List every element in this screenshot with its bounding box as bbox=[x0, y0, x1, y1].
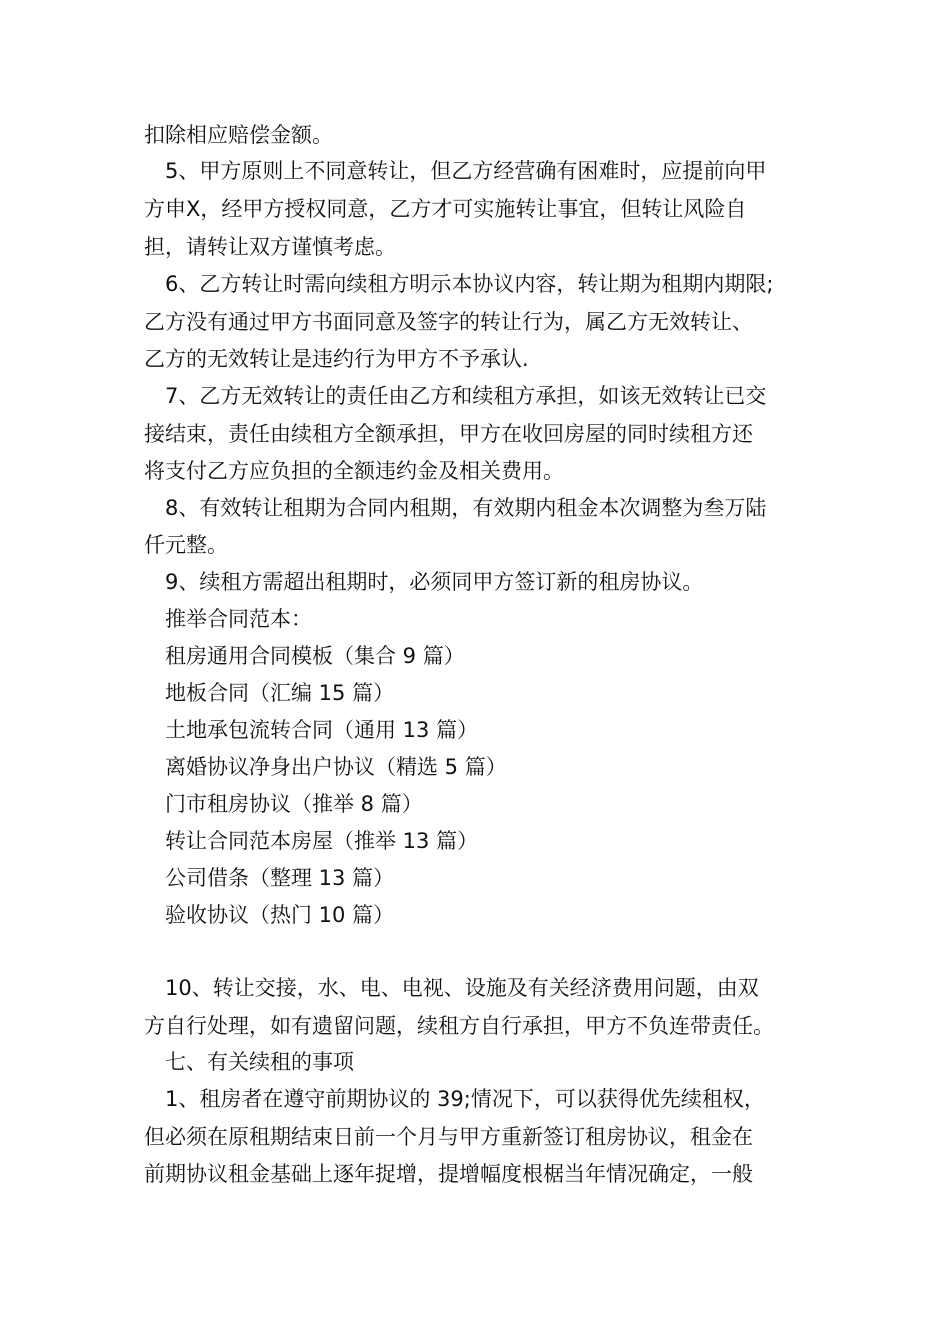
recommend-link[interactable]: 土地承包流转合同（通用 13 篇） bbox=[165, 718, 479, 742]
recommend-link[interactable]: 转让合同范本房屋（推举 13 篇） bbox=[165, 829, 479, 853]
paragraph-line: 扣除相应赔偿金额。 bbox=[144, 123, 333, 147]
recommend-link[interactable]: 租房通用合同模板（集合 9 篇） bbox=[165, 644, 465, 668]
paragraph-line: 将支付乙方应负担的全额违约金及相关费用。 bbox=[144, 459, 564, 483]
paragraph-line: 6、乙方转让时需向续租方明示本协议内容，转让期为租期内期限; bbox=[165, 272, 774, 296]
paragraph-line: 10、转让交接，水、电、电视、设施及有关经济费用问题，由双 bbox=[165, 976, 759, 1000]
recommend-link[interactable]: 离婚协议净身出户协议（精选 5 篇） bbox=[165, 755, 507, 779]
paragraph-line: 方自行处理，如有遗留问题，续租方自行承担，甲方不负连带责任。 bbox=[144, 1014, 774, 1038]
recommend-link[interactable]: 验收协议（热门 10 篇） bbox=[165, 903, 395, 927]
recommend-heading: 推举合同范本： bbox=[165, 607, 312, 631]
paragraph-line: 仟元整。 bbox=[144, 533, 228, 557]
paragraph-line: 方申X，经甲方授权同意，乙方才可实施转让事宜，但转让风险自 bbox=[144, 197, 747, 221]
paragraph-line: 前期协议租金基础上逐年捉增，提增幅度根椐当年情况确定，一般 bbox=[144, 1162, 753, 1186]
paragraph-line: 8、有效转让租期为合同内租期，有效期内租金本次调整为叁万陆 bbox=[165, 496, 767, 520]
paragraph-line: 担，请转让双方谨慎考虑。 bbox=[144, 235, 396, 259]
paragraph-line: 乙方没有通过甲方书面同意及签字的转让行为，属乙方无效转让、 bbox=[144, 310, 753, 334]
recommend-link[interactable]: 门市租房协议（推举 8 篇） bbox=[165, 792, 423, 816]
paragraph-line: 接结束，责任由续租方全额承担，甲方在收回房屋的同时续租方还 bbox=[144, 422, 753, 446]
recommend-link[interactable]: 地板合同（汇编 15 篇） bbox=[165, 681, 395, 705]
recommend-link[interactable]: 公司借条（整理 13 篇） bbox=[165, 866, 395, 890]
paragraph-line: 乙方的无效转让是违约行为甲方不予承认. bbox=[144, 347, 529, 371]
section-heading: 七、有关续租的事项 bbox=[165, 1050, 354, 1074]
paragraph-line: 5、甲方原则上不同意转让，但乙方经营确有困难时，应提前向甲 bbox=[165, 159, 767, 183]
paragraph-line: 9、续租方需超出租期时，必须同甲方签订新的租房协议。 bbox=[165, 570, 704, 594]
paragraph-line: 7、乙方无效转让的责任由乙方和续租方承担，如该无效转让已交 bbox=[165, 384, 767, 408]
paragraph-line: 但必须在原租期结束日前一个月与甲方重新签订租房协议，租金在 bbox=[144, 1125, 753, 1149]
paragraph-line: 1、租房者在遵守前期协议的 39;情况下，可以获得优先续租权， bbox=[165, 1087, 765, 1111]
